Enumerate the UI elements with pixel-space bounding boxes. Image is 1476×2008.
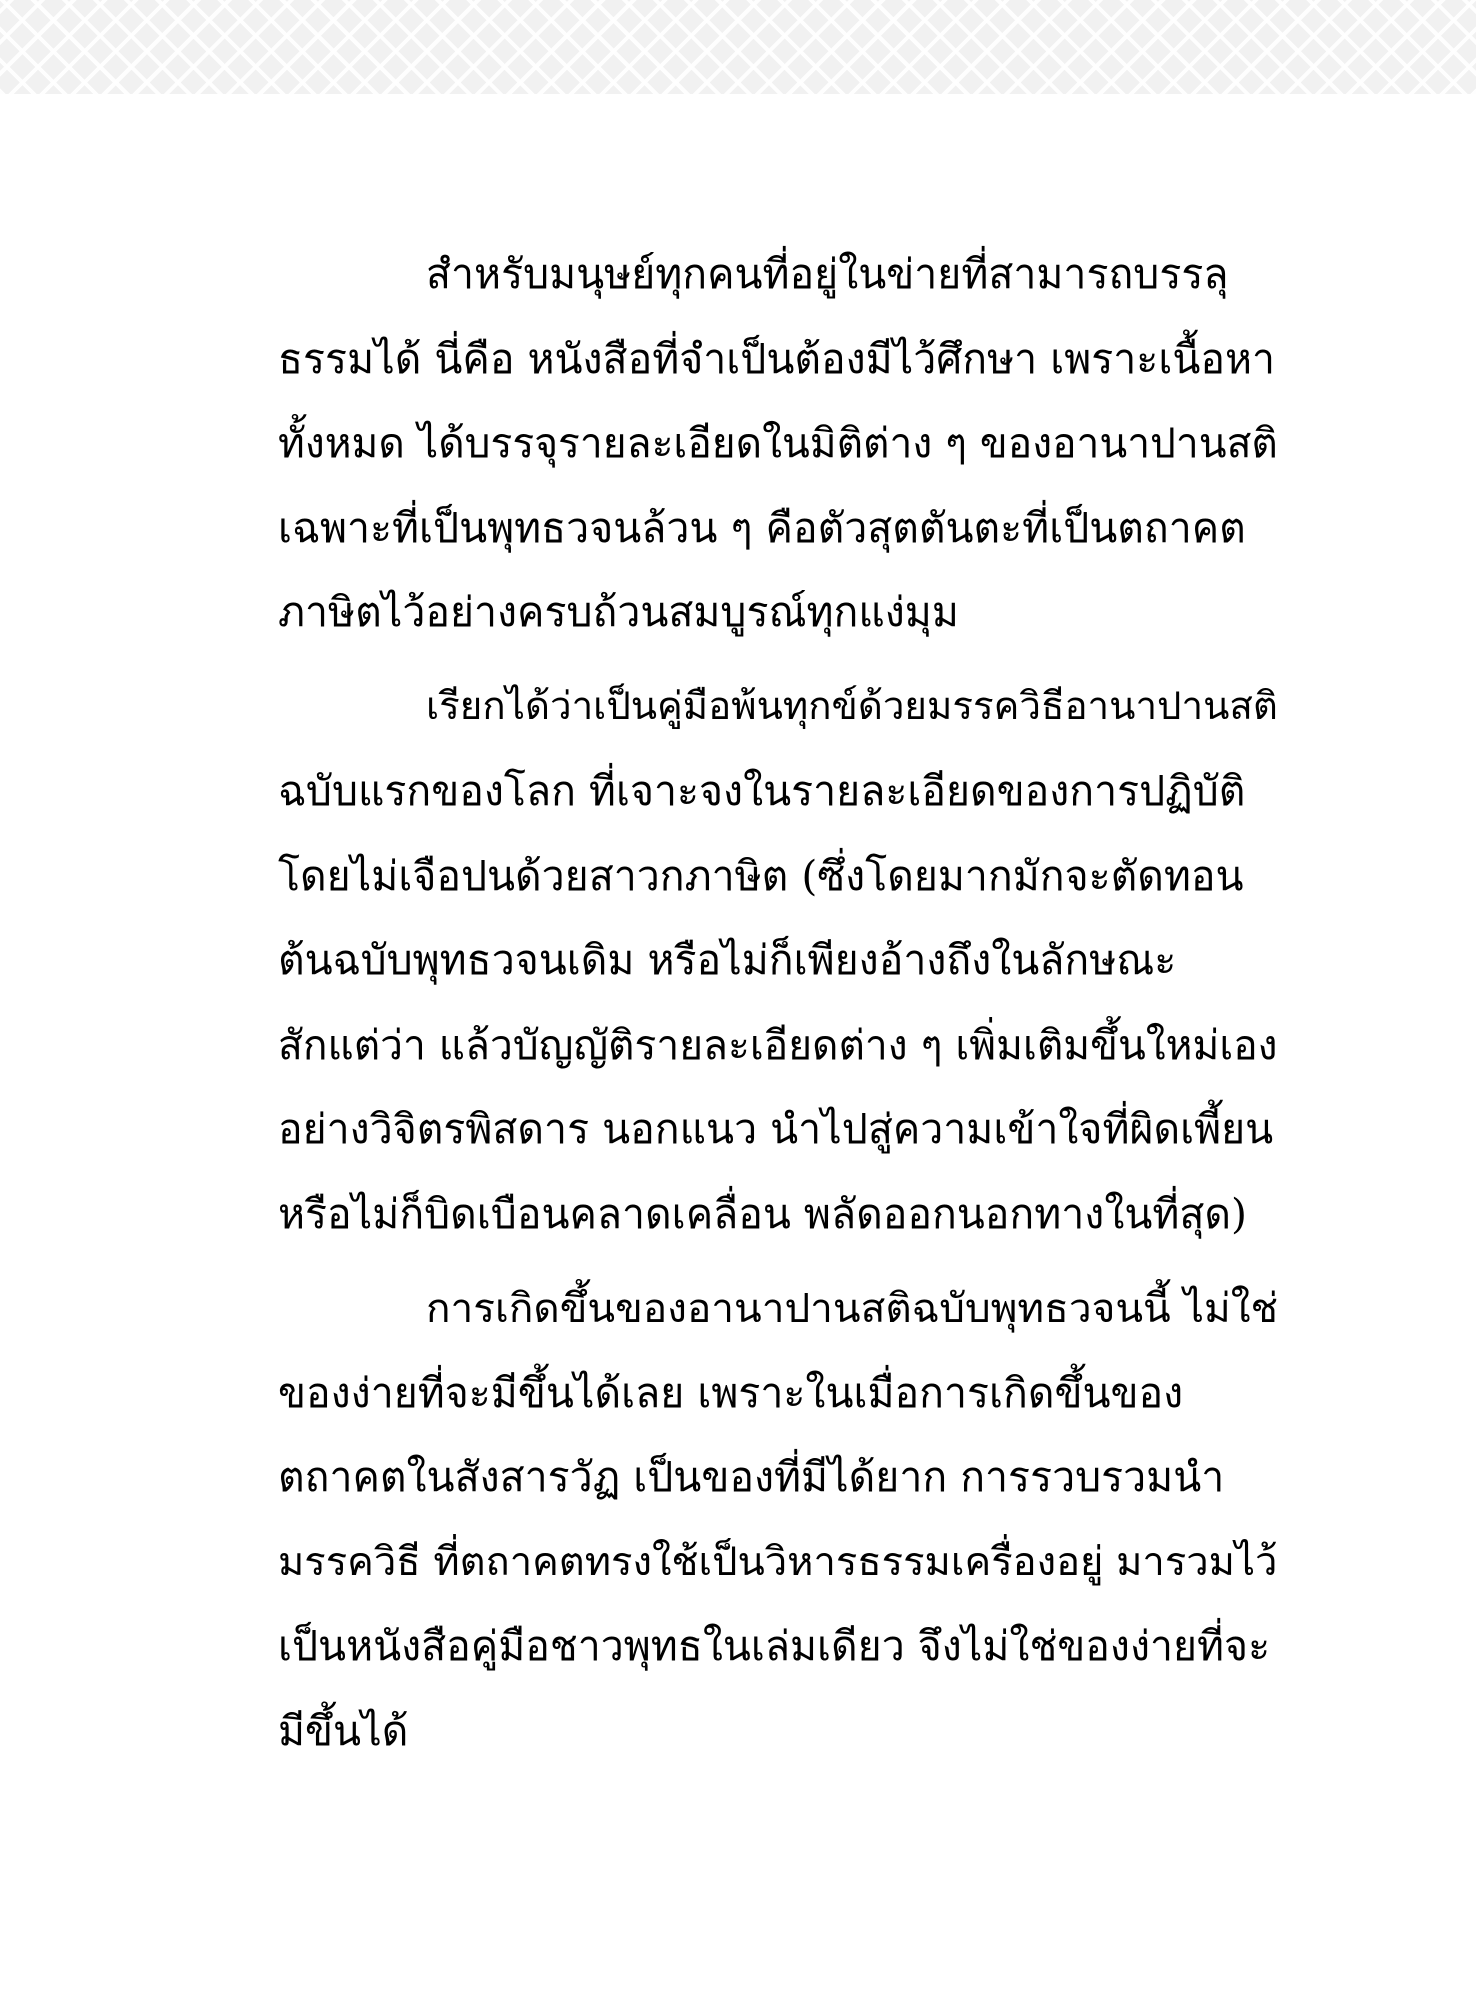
text-line: โดยไม่เจือปนด้วยสาวกภาษิต (ซึ่งโดยมากมักจะตัดทอน	[278, 851, 1244, 900]
text-line: สำหรับมนุษย์ทุกคนที่อยู่ในข่ายที่สามารถบรรลุ	[426, 250, 1229, 298]
text-line: มรรควิธี ที่ตถาคตทรงใช้เป็นวิหารธรรมเครื่องอยู่ มารวมไว้	[278, 1538, 1278, 1585]
text-line: สักแต่ว่า แล้วบัญญัติรายละเอียดต่าง ๆ เพิ่มเติมขึ้นใหม่เอง	[278, 1020, 1278, 1069]
body-text	[278, 232, 1278, 1783]
paragraph-1	[278, 232, 1278, 655]
text-line: ตถาคตในสังสารวัฏ เป็นของที่มีได้ยาก การรวบรวมนำ	[278, 1453, 1225, 1501]
text-line: ฉบับแรกของโลก ที่เจาะจงในรายละเอียดของการปฏิบัติ	[278, 767, 1246, 815]
paragraph-2	[278, 665, 1278, 1257]
text-line: มีขึ้นได้	[278, 1706, 409, 1755]
text-line: เฉพาะที่เป็นพุทธวจนล้วน ๆ คือตัวสุตตันตะที่เป็นตถาคต	[278, 503, 1246, 552]
text-line: อย่างวิจิตรพิสดาร นอกแนว นำไปสู่ความเข้าใจที่ผิดเพี้ยน	[278, 1105, 1274, 1153]
text-line: ทั้งหมด ได้บรรจุรายละเอียดในมิติต่าง ๆ ของอานาปานสติ	[278, 419, 1278, 467]
decorative-header-pattern	[0, 0, 1476, 94]
text-line: ของง่ายที่จะมีขึ้นได้เลย เพราะในเมื่อการเกิดขึ้นของ	[278, 1368, 1184, 1417]
paragraph-3	[278, 1266, 1278, 1773]
text-line: เป็นหนังสือคู่มือชาวพุทธในเล่มเดียว จึงไม่ใช่ของง่ายที่จะ	[278, 1622, 1271, 1670]
text-line: หรือไม่ก็บิดเบือนคลาดเคลื่อน พลัดออกนอกทางในที่สุด)	[278, 1189, 1248, 1238]
text-line: ภาษิตไว้อย่างครบถ้วนสมบูรณ์ทุกแง่มุม	[278, 588, 959, 636]
text-line: ธรรมได้ นี่คือ หนังสือที่จำเป็นต้องมีไว้ศึกษา เพราะเนื้อหา	[278, 334, 1276, 383]
text-line: การเกิดขึ้นของอานาปานสติฉบับพุทธวจนนี้ ไม่ใช่	[426, 1284, 1278, 1332]
text-line: เรียกได้ว่าเป็นคู่มือพ้นทุกข์ด้วยมรรควิธีอานาปานสติ	[426, 683, 1278, 729]
text-line: ต้นฉบับพุทธวจนเดิม หรือไม่ก็เพียงอ้างถึงในลักษณะ	[278, 936, 1177, 984]
